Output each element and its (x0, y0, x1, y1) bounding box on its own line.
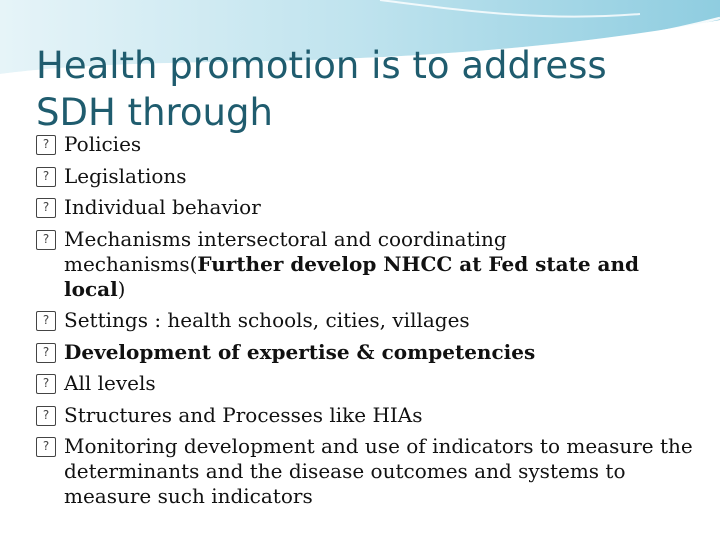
bullet-glyph-icon: ? (36, 230, 56, 250)
bullet-tail-text: ) (117, 276, 126, 301)
bullet-glyph-icon: ? (36, 406, 56, 426)
bullet-glyph-icon: ? (36, 167, 56, 187)
bullet-item (36, 132, 696, 157)
bullet-bold-text: Development of expertise & competencies (64, 339, 536, 364)
bullet-item (36, 403, 696, 428)
bullet-item (36, 195, 696, 220)
bullet-text: Individual behavior (64, 195, 261, 219)
bullet-item (36, 227, 696, 302)
bullet-glyph-icon: ? (36, 198, 56, 218)
bullet-text: Legislations (64, 163, 187, 188)
bullet-glyph-icon: ? (36, 374, 56, 394)
bullet-glyph-icon: ? (36, 311, 56, 331)
bullet-item (36, 434, 696, 509)
bullet-item (36, 164, 696, 189)
slide-title (36, 42, 696, 136)
bullet-item (36, 308, 696, 333)
slide-title-line1: Health promotion is to address (36, 44, 607, 87)
bullet-text: All levels (64, 371, 156, 395)
bullet-glyph-icon: ? (36, 343, 56, 363)
bullet-list (36, 132, 696, 516)
bullet-glyph-icon: ? (36, 437, 56, 457)
bullet-text: Structures and Processes like HIAs (64, 402, 423, 427)
bullet-item (36, 340, 696, 365)
bullet-bold-text: Further develop NHCC at Fed state and local (64, 251, 640, 301)
bullet-glyph-icon: ? (36, 135, 56, 155)
bullet-text: Policies (64, 132, 142, 156)
bullet-text: Mechanisms intersectoral and coordinating mechanisms( (64, 226, 507, 276)
bullet-text: Settings : health schools, cities, villages (64, 308, 470, 332)
bullet-item (36, 371, 696, 396)
bullet-text: Monitoring development and use of indicators to measure the determinants and the disease outcomes and systems to measure such indicators (64, 434, 693, 508)
slide-title-line2: SDH through (36, 91, 273, 134)
